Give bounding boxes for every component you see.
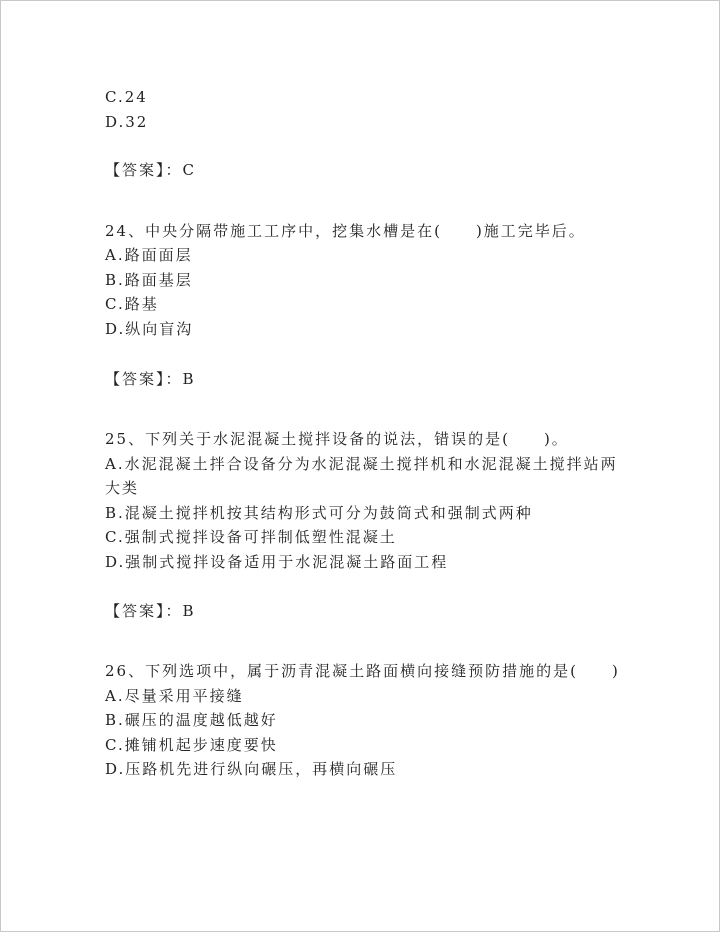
q25-option-c: C.强制式搅拌设备可拌制低塑性混凝土 bbox=[105, 528, 397, 546]
q26-option-b: B.碾压的温度越低越好 bbox=[105, 711, 278, 729]
q24-question: 24、中央分隔带施工工序中，挖集水槽是在( )施工完毕后。 bbox=[105, 222, 586, 240]
q25-option-b: B.混凝土搅拌机按其结构形式可分为鼓筒式和强制式两种 bbox=[105, 504, 533, 522]
q25-question: 25、下列关于水泥混凝土搅拌设备的说法，错误的是( )。 bbox=[105, 430, 569, 448]
q23-answer: 【答案】：C bbox=[105, 161, 196, 179]
q26-question: 26、下列选项中，属于沥青混凝土路面横向接缝预防措施的是( ) bbox=[105, 662, 620, 680]
q23-option-c: C.24 bbox=[105, 88, 148, 106]
q24-option-a: A.路面面层 bbox=[105, 246, 193, 264]
q25-option-a-line1: A.水泥混凝土拌合设备分为水泥混凝土搅拌机和水泥混凝土搅拌站两 bbox=[105, 455, 618, 473]
q24-option-b: B.路面基层 bbox=[105, 271, 193, 289]
q24-answer: 【答案】：B bbox=[105, 370, 196, 388]
q24-option-d: D.纵向盲沟 bbox=[105, 320, 194, 338]
q24-option-c: C.路基 bbox=[105, 295, 159, 313]
q25-option-d: D.强制式搅拌设备适用于水泥混凝土路面工程 bbox=[105, 553, 449, 571]
q23-option-d: D.32 bbox=[105, 113, 149, 131]
q26-option-a: A.尽量采用平接缝 bbox=[105, 687, 244, 705]
q26-option-d: D.压路机先进行纵向碾压，再横向碾压 bbox=[105, 760, 398, 778]
q25-option-a-line2: 大类 bbox=[105, 479, 140, 497]
q26-option-c: C.摊铺机起步速度要快 bbox=[105, 736, 278, 754]
q25-answer: 【答案】：B bbox=[105, 602, 196, 620]
